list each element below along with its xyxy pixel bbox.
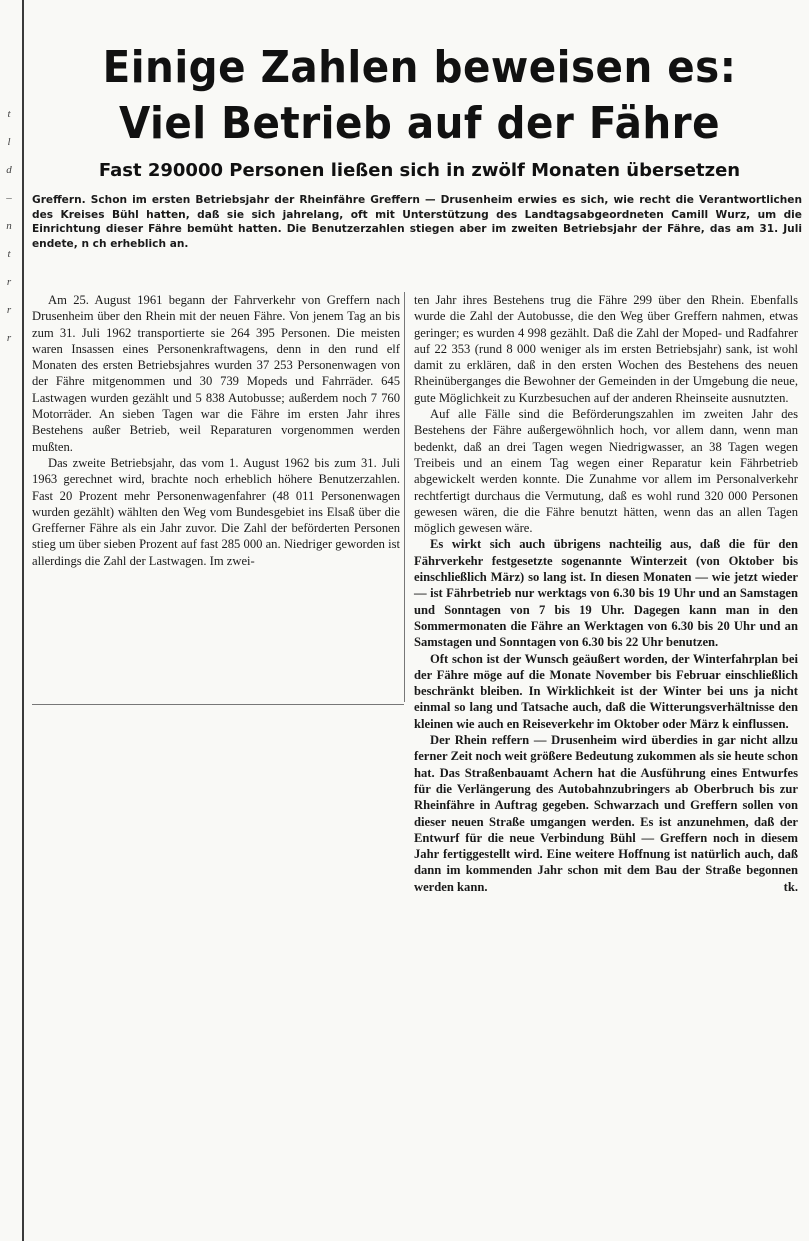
paragraph: Das zweite Betriebsjahr, das vom 1. August 1962 bis zum 31. Juli 1963 gerechnet wird, brachte noch erheblich höhere Benutzerzahlen. Fast 20 Prozent mehr Personenwagenfahrer (48 011 Personenwagen wurden gezählt) wählten den Weg vom Bundesgebiet ins Elsaß über die Grefferner Fähre als ein Jahr zuvor. Die Zahl der beförderten Personen stieg um über sieben Prozent auf fast 285 000 an. Niedriger geworden ist allerdings die Zahl der Lastwagen. Im zwei- <box>32 455 400 568</box>
article-column-left <box>32 292 400 569</box>
paragraph: Am 25. August 1961 begann der Fahrverkehr von Greffern nach Drusenheim über den Rhein mit der neuen Fähre. Von jenem Tag an bis zum 31. Juli 1962 transportierte sie 264 395 Personen. Die meisten waren Insassen eines Personenkraftwagens, denn in den rund elf Monaten des ersten Betriebsjahres wurden 37 253 Personenwagen von der Fähre mitgenommen und 30 739 Mopeds und Fahrräder. 645 Lastwagen wurden gezählt und 5 838 Autobusse; außerdem noch 7 760 Motorräder. An sieben Tagen war die Fähre im ersten Jahr ihres Bestehens außer Betrieb, weil Reparaturen vorgenommen werden mußten. <box>32 293 400 454</box>
margin-fragment: t <box>7 108 11 120</box>
column-border-line <box>22 0 24 1241</box>
paragraph: Oft schon ist der Wunsch geäußert worden, der Winterfahrplan bei der Fähre möge auf die Monate November bis Februar einschließlich beschränkt bleiben. In Wirklichkeit ist der Winter bei uns ja nicht einmal so lang und Tatsache auch, daß die Witterungsverhältnisse den kleinen wie auch en Reiseverkehr im Oktober oder März k einflussen. <box>414 651 798 731</box>
margin-fragment: d <box>6 164 12 176</box>
headline-line-1: Einige Zahlen beweisen es: <box>102 42 737 93</box>
margin-fragment: n <box>6 220 12 232</box>
headline <box>61 40 778 152</box>
margin-fragment: r <box>6 304 12 316</box>
column-divider <box>404 292 405 702</box>
margin-fragment: r <box>6 332 12 344</box>
paragraph: Auf alle Fälle sind die Beförderungszahlen im zweiten Jahr des Bestehens der Fähre außergewöhnlich hoch, vor allem dann, wenn man bedenkt, daß an drei Tagen wegen Niedrigwasser, an 38 Tagen wegen Treibeis und an einem Tag wegen einer Reparatur kein Fährbetrieb abgewickelt werden konnte. Die Zunahme vor allem im Personalverkehr rechtfertigt durchaus die Vermutung, daß es wohl rund 320 000 Personen gewesen wären, die die Fähre benutzt hätten, wenn das an allen Tagen möglich gewesen wäre. <box>414 407 798 536</box>
author-signature: tk. <box>783 879 798 894</box>
column-end-rule <box>32 704 404 705</box>
headline-line-2: Viel Betrieb auf der Fähre <box>118 98 721 149</box>
adjacent-column-fragments <box>0 100 18 344</box>
paragraph-text: Der Rhein reffern — Drusenheim wird überdies in gar nicht allzu ferner Zeit noch weit größere Bedeutung zukommen als sie heute schon hat. Das Straßenbauamt Achern hat die Ausführung eines Entwurfes für die Verlängerung des Autobahnzubringers ab Oberbruch bis zur Rheinfähre in Auftrag gegeben. Schwarzach und Greffern sollen von dieser neuen Straße umgangen werden. Es ist anzunehmen, daß der Entwurf für die neue Verbindung Bühl — Greffern noch in diesem Jahr fertiggestellt wird. Eine weitere Hoffnung ist natürlich auch, daß dann im kommenden Jahr schon mit dem Bau der Straße begonnen werden kann. <box>414 733 798 894</box>
subheadline: Fast 290000 Personen ließen sich in zwölf Monaten übersetzen <box>98 160 741 181</box>
lead-paragraph: Greffern. Schon im ersten Betriebsjahr der Rheinfähre Greffern — Drusenheim erwies es sich, wie recht die Verantwortlichen des Kreises Bühl hatten, daß sie sich jahrelang, oft mit Unterstützung des Landtagsabgeordneten Camill Wurz, um die Einrichtung dieser Fähre bemüht hatten. Die Benutzerzahlen stiegen aber im zweiten Betriebsjahr der Fähre, das am 31. Juli endete, n ch erheblich an. <box>32 194 802 250</box>
article-column-right <box>414 292 798 895</box>
margin-fragment: t <box>7 248 11 260</box>
paragraph: ten Jahr ihres Bestehens trug die Fähre 299 über den Rhein. Ebenfalls wurde die Zahl der Autobusse, die den Weg über Greffern nahmen, etwas geringer; es wurden 4 998 gezählt. Daß die Zahl der Moped- und Radfahrer auf 22 353 (rund 8 000 weniger als im ersten Betriebsjahr) sank, ist wohl damit zu erklären, daß in den ersten Wochen des Bestehens des neuen Rheinüberganges die Bewohner der Gemeinden in der Umgebung die neue, gute Möglichkeit zu Kurzbesuchen auf der anderen Rheinseite ausnutzten. <box>414 293 798 405</box>
margin-fragment: r <box>6 276 12 288</box>
paragraph-final <box>414 732 798 895</box>
paragraph: Es wirkt sich auch übrigens nachteilig aus, daß die für den Fährverkehr festgesetzte sogenannte Winterzeit (von Oktober bis einschließlich März) so lang ist. In diesen Monaten — wie jetzt wieder — ist Fährbetrieb nur werktags von 6.30 bis 19 Uhr und an Samstagen und Sonntagen von 7 bis 19 Uhr. Dagegen kann man in den Sommermonaten die Fähre an Werktagen von 6.30 bis 20 Uhr und an Samstagen und Sonntagen von 6.30 bis 22 Uhr benutzen. <box>414 537 798 650</box>
margin-fragment: l <box>7 136 11 148</box>
margin-fragment: – <box>6 192 12 204</box>
